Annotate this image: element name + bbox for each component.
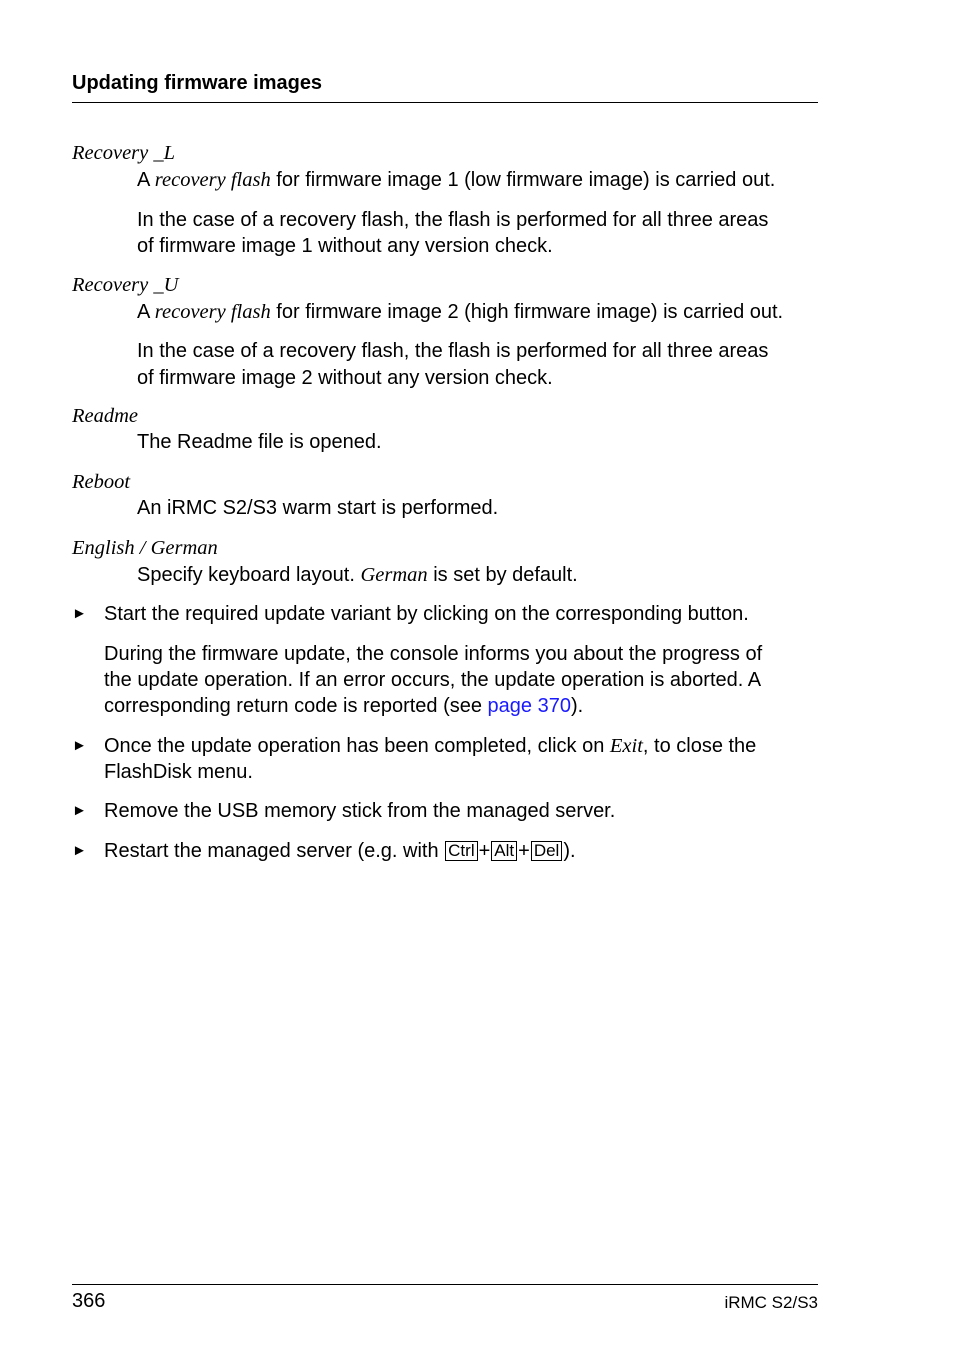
key-ctrl: Ctrl (445, 841, 477, 861)
step-start-update-detail-1: During the firmware update, the console informs you about the progress of (104, 643, 763, 665)
german-term: German (360, 564, 428, 586)
bullet-arrow-icon: ► (72, 802, 87, 819)
desc-readme: The Readme file is opened. (137, 431, 382, 453)
term-keyboard-layout: English / German (72, 537, 218, 559)
desc-recovery-u-line: A recovery flash for firmware image 2 (high firmware image) is carried out. (137, 301, 784, 323)
step-remove-usb: Remove the USB memory stick from the managed server. (104, 800, 616, 822)
desc-recovery-l-extra-2: of firmware image 1 without any version check. (137, 235, 553, 257)
page-reference-link[interactable]: page 370 (487, 695, 571, 717)
desc-recovery-l-line: A recovery flash for firmware image 1 (low firmware image) is carried out. (137, 169, 776, 191)
footer-doc-title: iRMC S2/S3 (724, 1293, 818, 1312)
step-exit-menu: Once the update operation has been completed, click on Exit, to close the (104, 735, 757, 757)
recovery-flash-term: recovery flash (154, 301, 271, 323)
term-recovery-u: Recovery _U (72, 274, 179, 296)
term-recovery-l: Recovery _L (72, 142, 176, 164)
desc-recovery-l-extra-1: In the case of a recovery flash, the flash is performed for all three areas (137, 209, 769, 231)
step-start-update-detail-2: the update operation. If an error occurs, the update operation is aborted. A (104, 669, 762, 691)
bullet-arrow-icon: ► (72, 842, 87, 859)
footer-rule (72, 1284, 818, 1285)
term-reboot: Reboot (72, 471, 131, 493)
desc-recovery-u-extra-2: of firmware image 2 without any version check. (137, 367, 553, 389)
key-alt: Alt (491, 841, 517, 861)
term-readme: Readme (72, 405, 139, 427)
recovery-flash-term: recovery flash (154, 169, 271, 191)
exit-term: Exit (609, 735, 643, 757)
page-header-title: Updating firmware images (72, 72, 323, 94)
desc-keyboard-layout: Specify keyboard layout. German is set by default. (137, 564, 578, 586)
bullet-arrow-icon: ► (72, 737, 87, 754)
header-rule (72, 102, 818, 103)
desc-recovery-u-extra-1: In the case of a recovery flash, the flash is performed for all three areas (137, 340, 769, 362)
step-exit-menu-line-2: FlashDisk menu. (104, 761, 253, 783)
page-number: 366 (72, 1290, 106, 1312)
step-start-update: Start the required update variant by clicking on the corresponding button. (104, 603, 749, 625)
desc-reboot: An iRMC S2/S3 warm start is performed. (137, 497, 499, 519)
key-del: Del (531, 841, 563, 861)
bullet-arrow-icon: ► (72, 605, 87, 622)
step-start-update-detail-3: corresponding return code is reported (see page 370). (104, 695, 584, 717)
step-restart-server: Restart the managed server (e.g. with Ctrl + Alt + Del ). (104, 840, 576, 862)
